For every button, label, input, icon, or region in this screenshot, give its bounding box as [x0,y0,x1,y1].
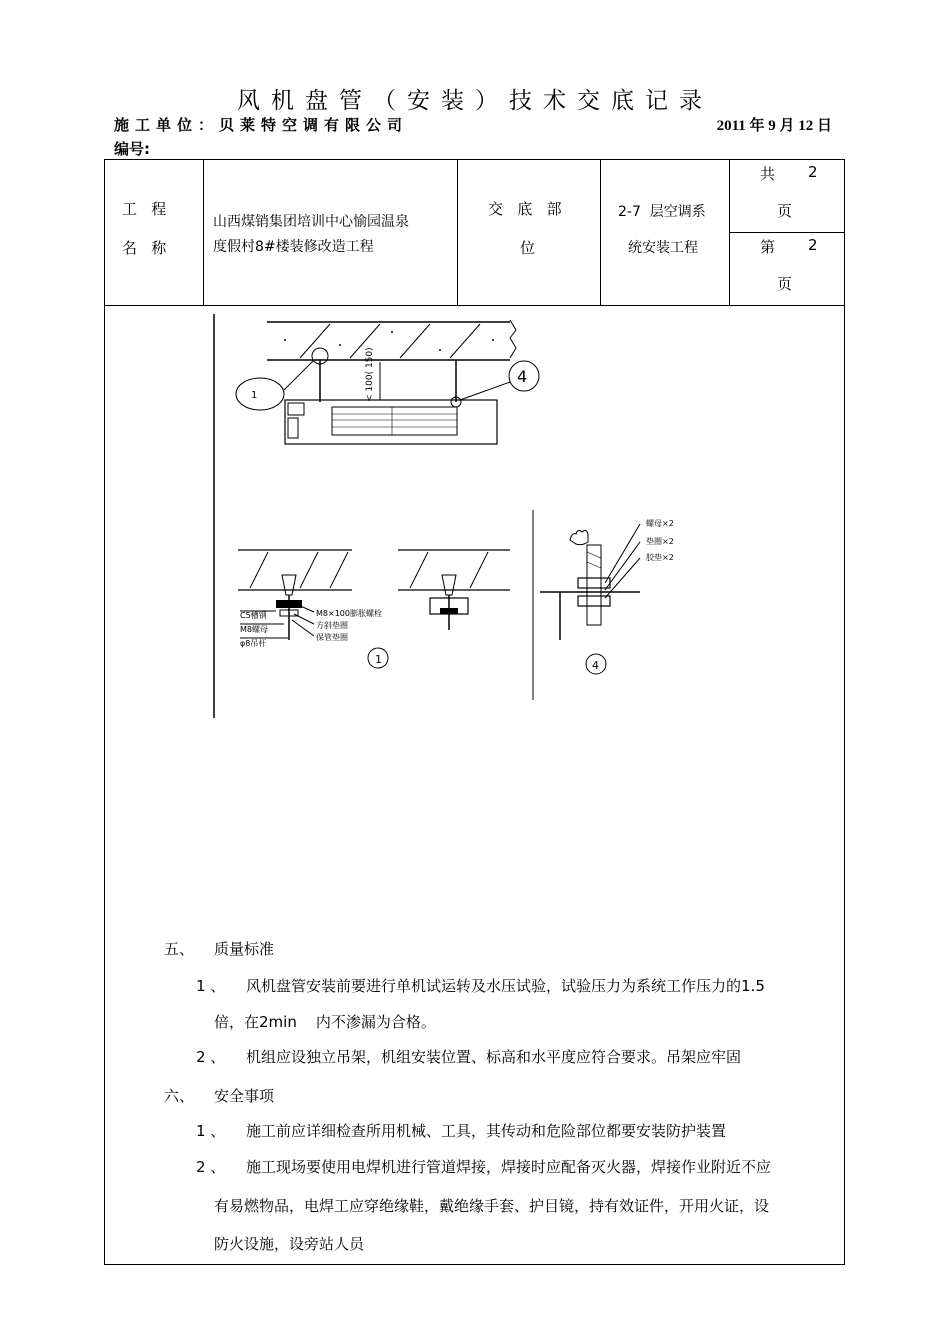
callout-rod: φ8吊杆 [240,639,267,648]
dimension-label: < 100( 150) [365,347,375,402]
detail-4-number: 4 [592,659,599,672]
part-value-line1: 2-7 层空调系 [618,204,706,220]
detail-4 [540,524,640,640]
project-name-line2: 度假村8#楼装修改造工程 [213,239,374,255]
callout-washer2: 垫圈×2 [646,537,674,546]
item-5-1-line1: 风机盘管安装前要进行单机试运转及水压试验，试验压力为系统工作压力的1.5 [246,977,765,995]
project-name-line1: 山西煤销集团培训中心愉园温泉 [213,214,409,230]
item-6-2-line1: 施工现场要使用电焊机进行管道焊接，焊接时应配备灭火器，焊接作业附近不应 [246,1158,772,1176]
code-label: 编号: [114,140,150,158]
callout-nut2: 螺母×2 [646,519,674,528]
part-value-line2: 统安装工程 [628,240,698,256]
part-label-line1: 交 底 部 [488,200,562,218]
project-label-line1: 工 程 [122,200,167,218]
callout-c5: C5槽钢 [240,611,267,620]
total-unit: 页 [777,202,793,220]
callout-bolt: M8×100膨胀螺栓 [316,609,382,618]
section-6-title: 安全事项 [214,1087,275,1105]
construction-unit: 施工单位：贝莱特空调有限公司 [114,116,409,134]
label-1-bubble [236,378,284,410]
ceiling-slab-top [267,320,516,360]
callout-m8-nut: M8螺母 [240,625,268,634]
page-label: 第 [760,238,776,256]
item-5-1-line2: 倍，在2min 内不渗漏为合格。 [214,1013,436,1031]
section-6-num: 六、 [164,1087,195,1105]
record-date: 2011 年 9 月 12 日 [716,118,832,134]
callout-pad: 保管垫圈 [316,633,348,642]
label-1-text: 1 [251,390,258,401]
section-5-title: 质量标准 [214,940,275,958]
total-value: 2 [808,163,818,181]
page-value: 2 [808,236,818,254]
label-4-text: 4 [517,367,528,386]
item-6-2-line2: 有易燃物品，电焊工应穿绝缘鞋，戴绝缘手套、护目镜，持有效证件，开用火证，设 [214,1197,770,1215]
page-title: 风机盘管（安装）技术交底记录 [237,88,713,114]
part-label-line2: 位 [520,239,536,257]
item-6-2-num: 2 、 [196,1158,226,1176]
callout-rubber2: 胶垫×2 [646,553,674,562]
item-5-2-line1: 机组应设独立吊架，机组安装位置、标高和水平度应符合要求。吊架应牢固 [246,1048,742,1066]
item-5-2-num: 2 、 [196,1048,226,1066]
detail-1-right [398,550,510,630]
callout-washer: 方斜垫圈 [316,621,348,630]
hand-icon [570,530,588,544]
item-5-1-num: 1 、 [196,977,226,995]
item-6-1-line1: 施工前应详细检查所用机械、工具，其传动和危险部位都要安装防护装置 [246,1122,727,1140]
project-label-line2: 名 称 [122,239,167,257]
item-6-2-line3: 防火设施，设旁站人员 [214,1235,365,1253]
item-6-1-num: 1 、 [196,1122,226,1140]
total-label: 共 [760,165,776,183]
section-5-num: 五、 [164,940,195,958]
fan-coil-outlet [332,407,457,435]
page-unit: 页 [777,275,793,293]
detail-1-number: 1 [375,653,382,666]
